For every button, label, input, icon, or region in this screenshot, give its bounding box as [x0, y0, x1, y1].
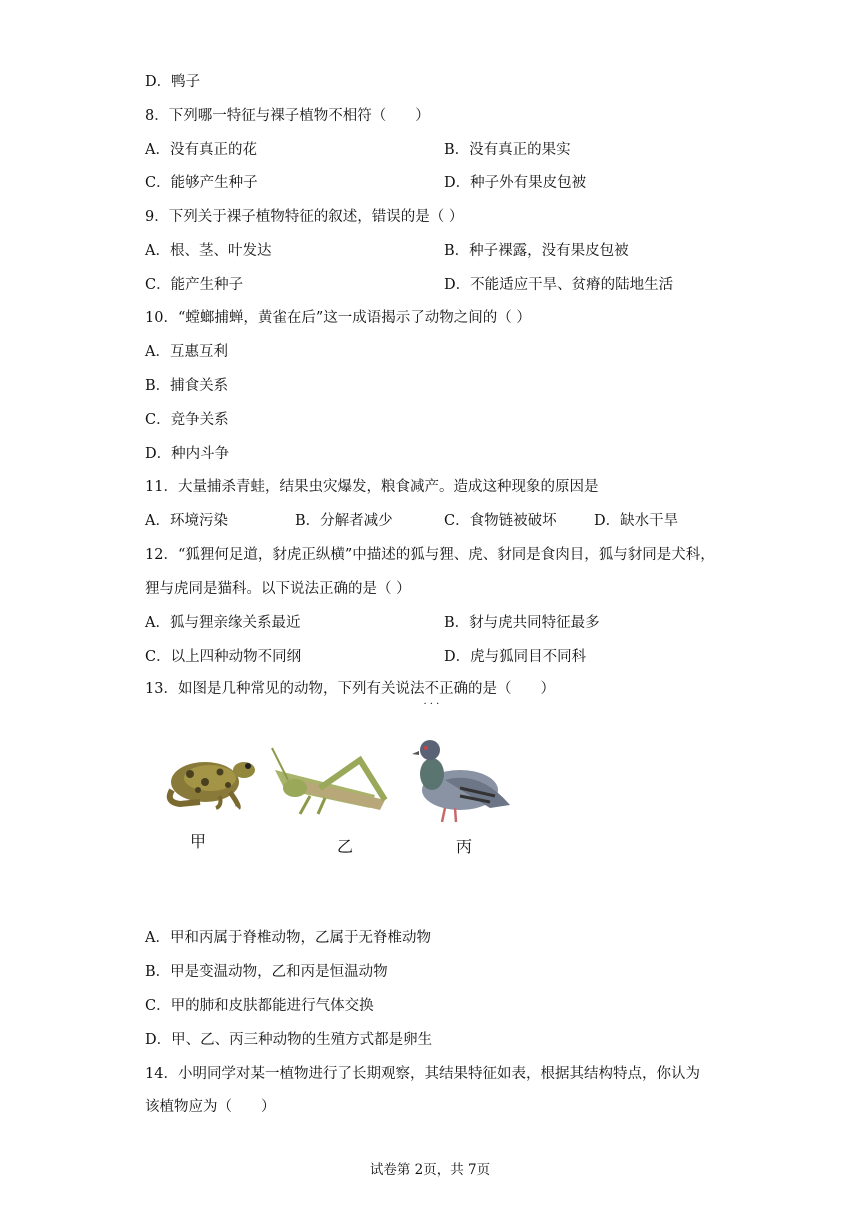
q13-option-a: A．甲和丙属于脊椎动物，乙属于无脊椎动物: [145, 930, 431, 946]
q14-stem-line1: 14．小明同学对某一植物进行了长期观察，其结果特征如表，根据其结构特点，你认为: [145, 1066, 700, 1082]
q10-option-a: A．互惠互利: [145, 344, 228, 360]
q11-option-b: B．分解者减少: [295, 513, 393, 529]
q9-stem: 9．下列关于裸子植物特征的叙述，错误的是（ ）: [145, 209, 464, 225]
frog-illustration: [170, 762, 255, 808]
q11-option-c: C．食物链被破坏: [444, 513, 557, 529]
caption-jia: 甲: [190, 832, 207, 851]
q13-stem-emphasis: 不正确 · · ·: [424, 681, 468, 697]
q7-option-d: D．鸭子: [145, 74, 201, 90]
q13-stem-post: 的是（ ）: [467, 681, 555, 697]
q13-stem-pre: 13．如图是几种常见的动物，下列有关说法: [145, 681, 425, 697]
grasshopper-illustration: [272, 748, 385, 814]
q12-option-c: C．以上四种动物不同纲: [145, 649, 302, 665]
q12-stem-line1: 12．“狐狸何足道，豺虎正纵横”中描述的狐与狸、虎、豺同是食肉目，狐与豺同是犬科，: [145, 547, 715, 563]
q9-option-d: D．不能适应干旱、贫瘠的陆地生活: [444, 277, 674, 293]
q8-option-a: A．没有真正的花: [145, 142, 257, 158]
q11-option-d: D．缺水干旱: [594, 513, 679, 529]
q13-stem: [145, 679, 555, 699]
q12-option-b: B．豺与虎共同特征最多: [444, 615, 600, 631]
q10-option-d: D．种内斗争: [145, 446, 230, 462]
q13-option-c: C．甲的肺和皮肤都能进行气体交换: [145, 998, 374, 1014]
q9-option-b: B．种子裸露，没有果皮包被: [444, 243, 629, 259]
q13-option-d: D．甲、乙、丙三种动物的生殖方式都是卵生: [145, 1032, 433, 1048]
q8-option-b: B．没有真正的果实: [444, 142, 571, 158]
q14-stem-line2: 该植物应为（ ）: [145, 1099, 276, 1115]
q10-option-b: B．捕食关系: [145, 378, 229, 394]
pigeon-illustration: [412, 740, 510, 822]
q12-option-a: A．狐与狸亲缘关系最近: [145, 615, 301, 631]
q9-option-a: A．根、茎、叶发达: [145, 243, 272, 259]
q10-option-c: C．竞争关系: [145, 412, 229, 428]
q9-option-c: C．能产生种子: [145, 277, 244, 293]
q11-stem: 11．大量捕杀青蛙，结果虫灾爆发，粮食减产。造成这种现象的原因是: [145, 479, 599, 495]
caption-bing: 丙: [456, 837, 473, 856]
q11-option-a: A．环境污染: [145, 513, 228, 529]
q8-option-c: C．能够产生种子: [145, 175, 258, 191]
q13-option-b: B．甲是变温动物，乙和丙是恒温动物: [145, 964, 388, 980]
q8-stem: 8．下列哪一特征与裸子植物不相符（ ）: [145, 108, 430, 124]
q12-option-d: D．虎与狐同目不同科: [444, 649, 587, 665]
animals-figure: [160, 730, 530, 865]
q12-stem-line2: 狸与虎同是猫科。以下说法正确的是（ ）: [145, 581, 411, 597]
q10-stem: 10．“螳螂捕蝉，黄雀在后”这一成语揭示了动物之间的（ ）: [145, 310, 531, 326]
q8-option-d: D．种子外有果皮包被: [444, 175, 587, 191]
page-footer: 试卷第 2页，共 7页: [369, 1162, 491, 1178]
caption-yi: 乙: [337, 837, 354, 856]
